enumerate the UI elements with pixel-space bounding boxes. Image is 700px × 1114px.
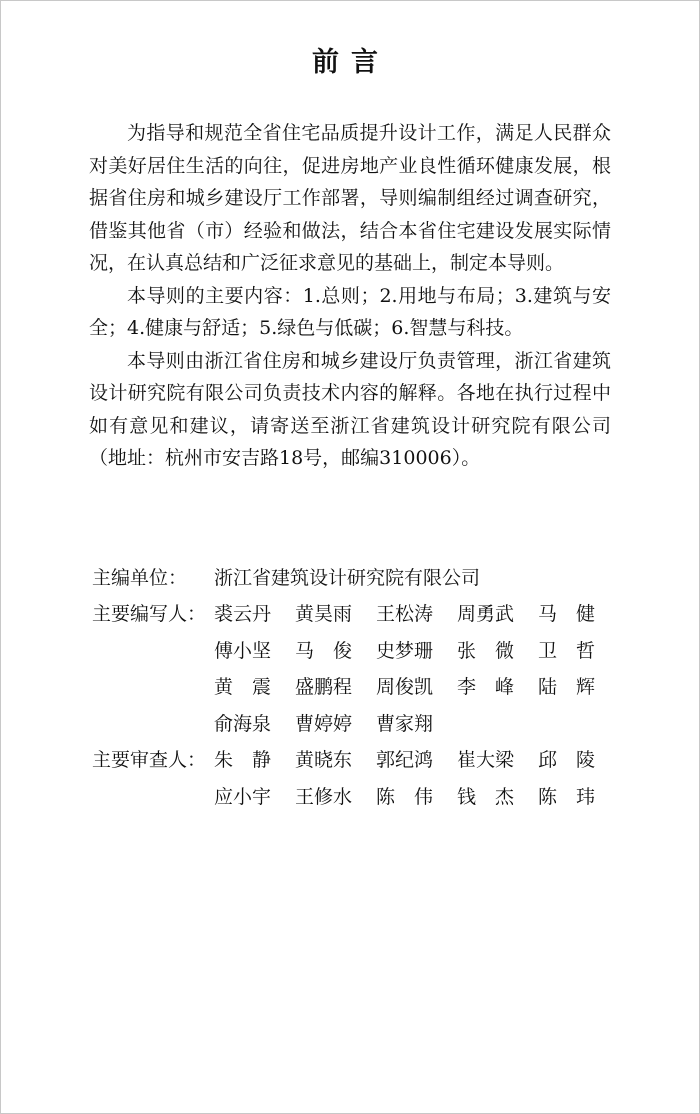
reviewer-name: 陈 玮 xyxy=(538,785,596,808)
reviewer-name: 崔大梁 xyxy=(457,749,515,771)
page-title: 前言 xyxy=(312,47,390,78)
drafter-name: 卫 哲 xyxy=(538,639,596,662)
drafters-list xyxy=(214,596,619,742)
drafter-name: 黄昊雨 xyxy=(295,603,353,625)
reviewers-list xyxy=(214,742,619,815)
drafter-name: 周勇武 xyxy=(457,603,515,625)
reviewer-name: 郭纪鸿 xyxy=(376,749,434,771)
drafter-name: 陆 辉 xyxy=(538,676,596,698)
credits-section xyxy=(92,560,632,815)
preface-body xyxy=(89,117,611,475)
drafter-name: 马 健 xyxy=(538,603,596,625)
reviewers-row xyxy=(92,742,632,815)
reviewer-name: 钱 杰 xyxy=(457,785,515,808)
reviewer-name: 应小宇 xyxy=(214,785,272,808)
drafter-name: 李 峰 xyxy=(457,676,515,698)
reviewer-name: 王修水 xyxy=(295,785,353,808)
drafter-name: 黄 震 xyxy=(214,676,272,698)
drafter-name: 王松涛 xyxy=(376,603,434,625)
paragraph-contents: 本导则的主要内容：1.总则；2.用地与布局；3.建筑与安全；4.健康与舒适；5.绿色与低碳；6.智慧与科技。 xyxy=(89,284,611,339)
paragraph-purpose: 为指导和规范全省住宅品质提升设计工作，满足人民群众对美好居住生活的向往，促进房地产业良性循环健康发展，根据省住房和城乡建设厅工作部署，导则编制组经过调查研究，借鉴其他省（市）经验和做法，结合本省住宅建设发展实际情况，在认真总结和广泛征求意见的基础上，制定本导则。 xyxy=(89,122,611,274)
reviewers-label: 主要审查人： xyxy=(92,749,207,771)
chief-unit-row xyxy=(92,560,632,596)
drafter-name: 周俊凯 xyxy=(376,676,434,698)
drafter-name: 史梦珊 xyxy=(376,639,434,662)
drafters-row xyxy=(92,596,632,742)
drafter-name: 曹婷婷 xyxy=(295,712,353,735)
drafters-label: 主要编写人： xyxy=(92,603,207,625)
drafter-name: 马 俊 xyxy=(295,639,353,662)
drafter-name: 裘云丹 xyxy=(214,603,272,625)
chief-unit-value: 浙江省建筑设计研究院有限公司 xyxy=(214,567,481,589)
reviewer-name: 朱 静 xyxy=(214,749,272,771)
drafter-name: 盛鹏程 xyxy=(295,676,353,698)
reviewer-name: 黄晓东 xyxy=(295,749,353,771)
chief-unit-label: 主编单位： xyxy=(92,567,188,589)
drafter-name: 俞海泉 xyxy=(214,712,272,735)
reviewer-name: 邱 陵 xyxy=(538,749,596,771)
drafter-name: 曹家翔 xyxy=(376,712,434,735)
drafter-name: 张 微 xyxy=(457,639,515,662)
drafter-name: 傅小坚 xyxy=(214,639,272,662)
paragraph-management: 本导则由浙江省住房和城乡建设厅负责管理，浙江省建筑设计研究院有限公司负责技术内容的解释。各地在执行过程中如有意见和建议，请寄送至浙江省建筑设计研究院有限公司（地址：杭州市安吉路18号，邮编310006）。 xyxy=(89,349,611,469)
reviewer-name: 陈 伟 xyxy=(376,785,434,808)
